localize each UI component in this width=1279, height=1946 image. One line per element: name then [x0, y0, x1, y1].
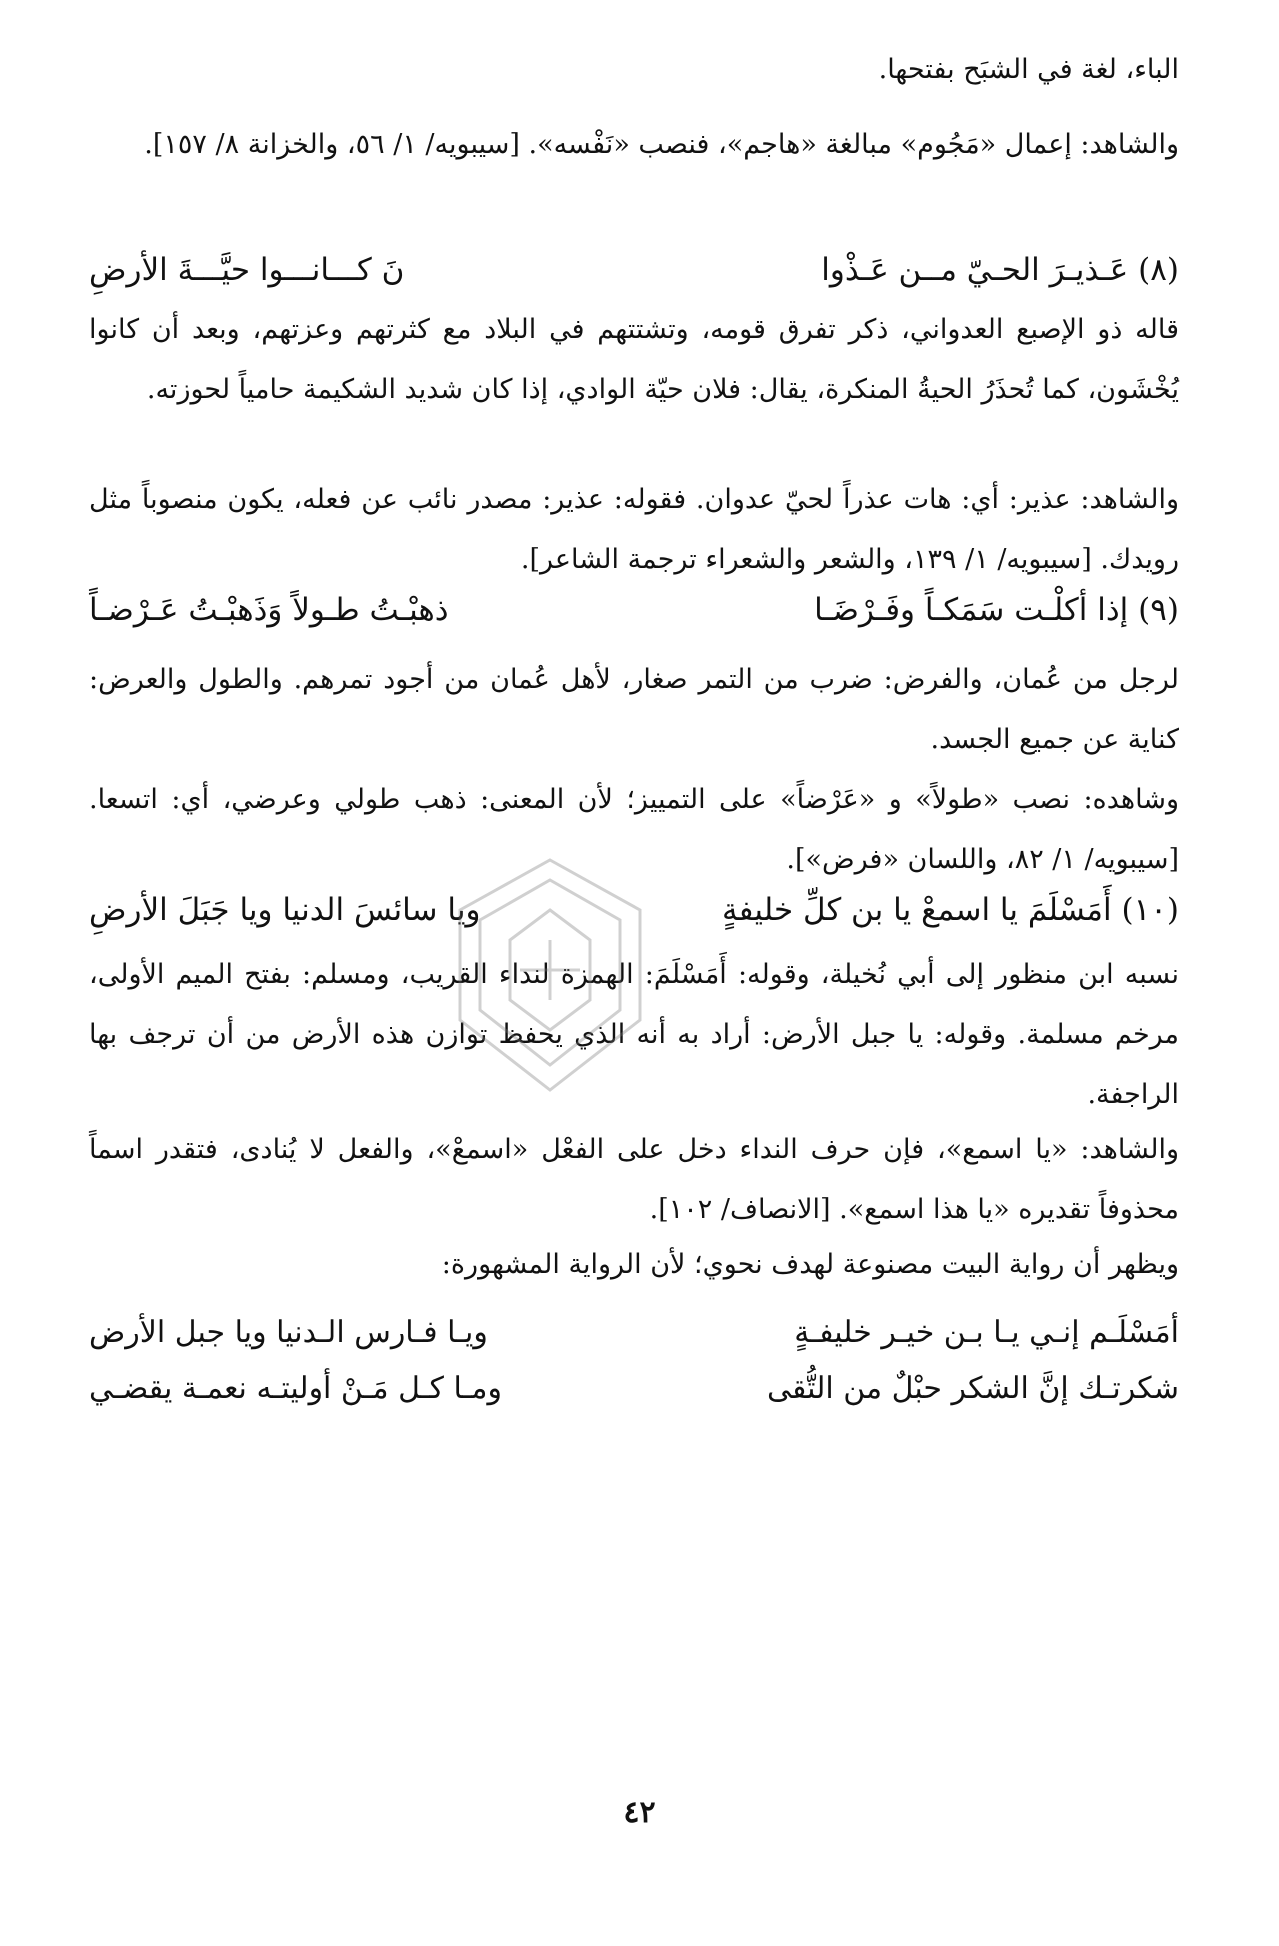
commentary-paragraph: قاله ذو الإصبع العدواني، ذكر تفرق قومه، وتشتتهم في البلاد مع كثرتهم وعزتهم، وبعد أن كانوا يُخْشَون، كما تُحذَرُ الحيةُ المنكرة، يقال: فلان حيّة الوادي، إذا كان شديد الشكيمة حامياً لحوزته.	[89, 314, 1179, 405]
verse-first-hemistich: (٩) إذا أكلْـت سَمَكـاً وفَـرْضَـا	[814, 592, 1179, 628]
verse-first-hemistich: أمَسْلَـم إنـي يـا بـن خيـر خليفـةٍ	[794, 1315, 1179, 1350]
verse-second-hemistich: ويـا فـارس الـدنيا ويا جبل الأرض	[89, 1315, 488, 1350]
verse-second-hemistich: ومـا كـل مَـنْ أوليتـه نعمـة يقضـي	[89, 1371, 502, 1406]
commentary-paragraph: ويظهر أن رواية البيت مصنوعة لهدف نحوي؛ لأن الرواية المشهورة:	[441, 1249, 1179, 1280]
verse-8	[89, 240, 1179, 300]
verse-second-hemistich: ذهبْـتُ طـولاً وَذَهبْـتُ عَـرْضـاً	[89, 592, 449, 628]
verse-second-hemistich: نَ كـــانـــوا حيَّـــةَ الأرضِ	[89, 252, 405, 288]
shahid-paragraph: وشاهده: نصب «طولاً» و «عَرْضاً» على التمييز؛ لأن المعنى: ذهب طولي وعرضي، أي: اتسعا. [سيبويه/ ١/ ٨٢، واللسان «فرض»].	[89, 784, 1179, 875]
verse-first-hemistich: (١٠) أَمَسْلَمَ يا اسمعْ يا بن كلِّ خليفةٍ	[722, 892, 1179, 928]
commentary-paragraph: لرجل من عُمان، والفرض: ضرب من التمر صغار، لأهل عُمان من أجود تمرهم. والطول والعرض: كناية عن جميع الجسد.	[89, 664, 1179, 755]
commentary-paragraph: نسبه ابن منظور إلى أبي نُخيلة، وقوله: أَمَسْلَمَ: الهمزة لنداء القريب، ومسلم: بفتح الميم الأولى، مرخم مسلمة. وقوله: يا جبل الأرض: أراد به أنه الذي يحفظ توازن هذه الأرض من أن ترجف بها الراجفة.	[89, 959, 1179, 1110]
verse-first-hemistich: (٨) عَـذيـرَ الحـيّ مــن عَـذْوا	[821, 252, 1179, 288]
seal-watermark-icon	[430, 850, 670, 1100]
page-number: ٤٢	[623, 1795, 656, 1830]
verse-first-hemistich: شكرتـك إنَّ الشكر حبْلٌ من التُّقى	[766, 1371, 1179, 1406]
verse-second-hemistich: ويا سائسَ الدنيا ويا جَبَلَ الأرضِ	[89, 892, 481, 928]
couplet-line	[89, 1361, 1179, 1417]
shahid-paragraph: والشاهد: إعمال «مَجُوم» مبالغة «هاجم»، فنصب «نَفْسه». [سيبويه/ ١/ ٥٦، والخزانة ٨/ ١٥٧].	[144, 129, 1179, 160]
shahid-paragraph: والشاهد: «يا اسمع»، فإن حرف النداء دخل على الفعْل «اسمعْ»، والفعل لا يُنادى، فتقدر اسماً محذوفاً تقديره «يا هذا اسمع». [الانصاف/ ١٠٢].	[89, 1134, 1179, 1225]
intro-line: الباء، لغة في الشبَح بفتحها.	[878, 54, 1179, 85]
shahid-paragraph: والشاهد: عذير: أي: هات عذراً لحيّ عدوان. فقوله: عذير: مصدر نائب عن فعله، يكون منصوباً مثل رويدك. [سيبويه/ ١/ ١٣٩، والشعر والشعراء ترجمة الشاعر].	[89, 484, 1179, 575]
couplet-line	[89, 1305, 1179, 1361]
verse-9	[89, 580, 1179, 640]
